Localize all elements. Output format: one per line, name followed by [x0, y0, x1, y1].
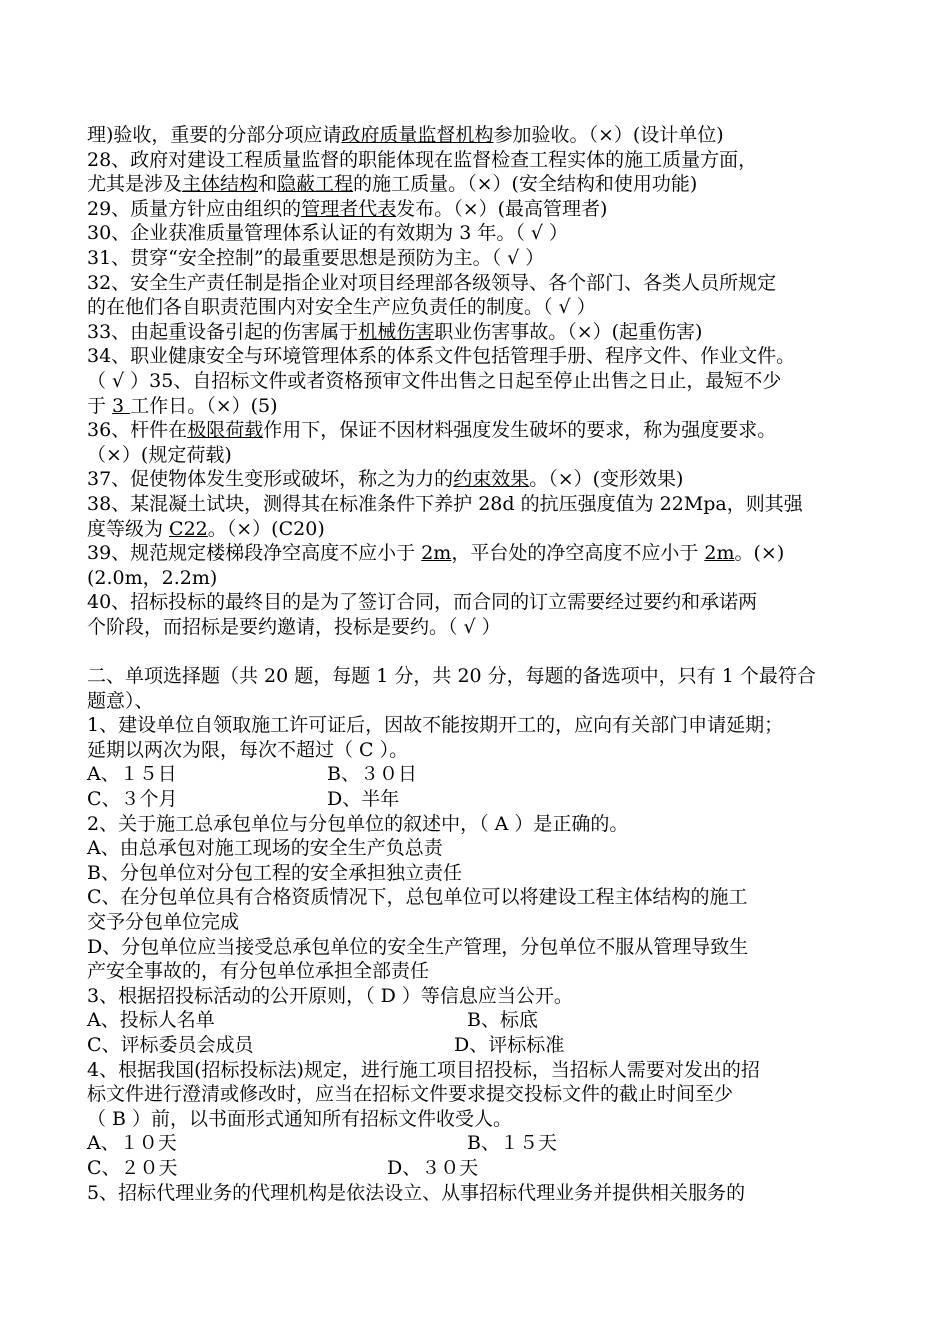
choice-text-line: 3、根据招投标活动的公开原则，（ D ）等信息应当公开。	[87, 984, 573, 1007]
question-line-q27_tail	[87, 123, 877, 148]
underlined-term: 2m	[704, 542, 735, 565]
choice-text-line: （ B ）前，以书面形式通知所有招标文件收受人。	[87, 1107, 513, 1130]
text-run: 个阶段，而招标是要约邀请，投标是要约。（ √ ）	[87, 615, 501, 638]
option-right: B、１５天	[467, 1132, 557, 1155]
text-run: 职业伤害事故。（×）(起重伤害)	[434, 320, 703, 343]
text-run: 38、某混凝土试块，测得其在标准条件下养护 28d 的抗压强度值为 22Mpa，则其强	[87, 492, 803, 515]
question-line-q38_l2	[87, 517, 877, 542]
choice-text-line: 标文件进行澄清或修改时，应当在招标文件要求提交投标文件的截止时间至少	[87, 1083, 734, 1106]
text-run: ，平台处的净空高度不应小于	[451, 542, 705, 565]
question-line-q32_l2	[87, 295, 877, 320]
option-row	[87, 787, 877, 812]
text-run: 29、质量方针应由组织的	[87, 197, 302, 220]
choice-text-line: 5、招标代理业务的代理机构是依法设立、从事招标代理业务并提供相关服务的	[87, 1181, 746, 1204]
option-left: A、投标人名单	[87, 1009, 215, 1032]
text-run: 发布。（×）(最高管理者)	[396, 197, 608, 220]
option-left: C、评标委员会成员	[87, 1033, 254, 1056]
underlined-term: 主体结构	[182, 173, 259, 196]
choice-text-line: 4、根据我国(招标投标法)规定，进行施工项目招投标，当招标人需要对发出的招	[87, 1058, 760, 1081]
option-row	[87, 1008, 877, 1033]
question-line-q30	[87, 221, 877, 246]
choice-text-line: 延期以两次为限，每次不超过（ C ）。	[87, 738, 409, 761]
text-run: 33、由起重设备引起的伤害属于	[87, 320, 359, 343]
underlined-term: 2m	[421, 542, 452, 565]
text-run: 和	[258, 173, 278, 196]
underlined-term: 政府质量监督机构	[341, 124, 494, 146]
option-right: D、３０天	[387, 1156, 479, 1179]
section-heading: 二、单项选择题（共 20 题，每题 1 分，共 20 分，每题的备选项中，只有 1 个最符合	[87, 665, 816, 688]
underlined-term: C22	[169, 517, 208, 540]
option-right: D、评标标准	[454, 1033, 565, 1056]
question-line-q28_l1	[87, 148, 877, 173]
text-run: 28、政府对建设工程质量监督的职能体现在监督检查工程实体的施工质量方面，	[87, 148, 758, 171]
question-line-q38_l1	[87, 492, 877, 517]
text-run: 32、安全生产责任制是指企业对项目经理部各级领导、各个部门、各类人员所规定	[87, 271, 777, 294]
multiple-choice-question-list	[87, 713, 877, 1205]
document-page	[87, 123, 877, 1205]
text-run: 39、规范规定楼梯段净空高度不应小于	[87, 542, 422, 565]
text-run: (2.0m，2.2m)	[87, 566, 218, 589]
text-run: 理)验收，重要的分部分项应请	[87, 124, 342, 146]
choice-text-line: 交予分包单位完成	[87, 911, 240, 933]
text-run: 40、招标投标的最终目的是为了签订合同，而合同的订立需要经过要约和承诺两	[87, 591, 758, 614]
text-run: 于	[87, 394, 113, 417]
option-right: D、半年	[327, 788, 400, 811]
question-line-q36_l2	[87, 443, 877, 468]
text-run: 37、促使物体发生变形或破坏，称之为力的	[87, 468, 454, 491]
choice-text-line: 2、关于施工总承包单位与分包单位的叙述中，（ A ）是正确的。	[87, 812, 629, 835]
option-left: C、２０天	[87, 1156, 178, 1179]
option-left: C、３个月	[87, 788, 178, 811]
text-run: 31、贯穿“安全控制”的最重要思想是预防为主。（ √ ）	[87, 246, 545, 269]
option-left: A、１５日	[87, 763, 177, 786]
choice-text-line: B、分包单位对分包工程的安全承担独立责任	[87, 861, 462, 884]
text-run: 作用下，保证不因材料强度发生破坏的要求，称为强度要求。	[263, 419, 777, 442]
text-run: 。（×）(变形效果)	[529, 468, 684, 491]
question-line-q32_l1	[87, 271, 877, 296]
underlined-term: 管理者代表	[301, 197, 397, 220]
text-run: （×）(规定荷载)	[87, 443, 232, 466]
question-line-q37	[87, 467, 877, 492]
text-run: 参加验收。（×）(设计单位)	[493, 124, 724, 146]
text-run: 。（×）(C20)	[207, 517, 325, 540]
text-run: 34、职业健康安全与环境管理体系的体系文件包括管理手册、程序文件、作业文件。	[87, 345, 796, 368]
choice-text-line: 产安全事故的，有分包单位承担全部责任	[87, 960, 430, 983]
option-row	[87, 762, 877, 787]
option-row	[87, 1131, 877, 1156]
option-left: A、１０天	[87, 1132, 177, 1155]
question-line-q31	[87, 246, 877, 271]
text-run: 工作日。（×）(5)	[130, 394, 278, 417]
question-line-q29	[87, 197, 877, 222]
true-false-question-list	[87, 123, 877, 639]
section-heading-continued: 题意）、	[87, 689, 154, 712]
question-line-q40_l2	[87, 615, 877, 640]
text-run: 30、企业获准质量管理体系认证的有效期为 3 年。（ √ ）	[87, 222, 569, 245]
text-run: 的施工质量。（×）(安全结构和使用功能)	[353, 173, 698, 196]
text-run: 度等级为	[87, 517, 170, 540]
option-right: B、３０日	[327, 763, 417, 786]
text-run: 尤其是涉及	[87, 173, 183, 196]
text-run: 的在他们各自职责范围内对安全生产应负责任的制度。（ √ ）	[87, 296, 596, 319]
choice-text-line: 1、建设单位自领取施工许可证后，因故不能按期开工的，应向有关部门申请延期；	[87, 714, 784, 737]
text-run: 。(×)	[734, 542, 785, 565]
underlined-term: 机械伤害	[358, 320, 435, 343]
question-line-q34_l1	[87, 344, 877, 369]
question-line-q33	[87, 320, 877, 345]
choice-text-line: A、由总承包对施工现场的安全生产负总责	[87, 837, 443, 860]
question-line-q36_l1	[87, 418, 877, 443]
question-line-q35_l2	[87, 394, 877, 419]
question-line-q39_l2	[87, 566, 877, 591]
option-right: B、标底	[467, 1009, 538, 1032]
text-run: 36、杆件在	[87, 419, 188, 442]
question-line-q34_l2	[87, 369, 877, 394]
underlined-term: 约束效果	[453, 468, 530, 491]
underlined-term: 隐蔽工程	[277, 173, 354, 196]
choice-text-line: D、分包单位应当接受总承包单位的安全生产管理，分包单位不服从管理导致生	[87, 935, 749, 958]
underlined-term: 3	[112, 394, 131, 417]
question-line-q28_l2	[87, 172, 877, 197]
section-spacer	[87, 639, 877, 664]
question-line-q40_l1	[87, 590, 877, 615]
choice-text-line: C、在分包单位具有合格资质情况下，总包单位可以将建设工程主体结构的施工	[87, 886, 748, 909]
question-line-q39_l1	[87, 541, 877, 566]
text-run: （ √ ）35、自招标文件或者资格预审文件出售之日起至停止出售之日止，最短不少	[87, 369, 782, 392]
underlined-term: 极限荷载	[187, 419, 264, 442]
option-row	[87, 1156, 877, 1181]
option-row	[87, 1033, 877, 1058]
